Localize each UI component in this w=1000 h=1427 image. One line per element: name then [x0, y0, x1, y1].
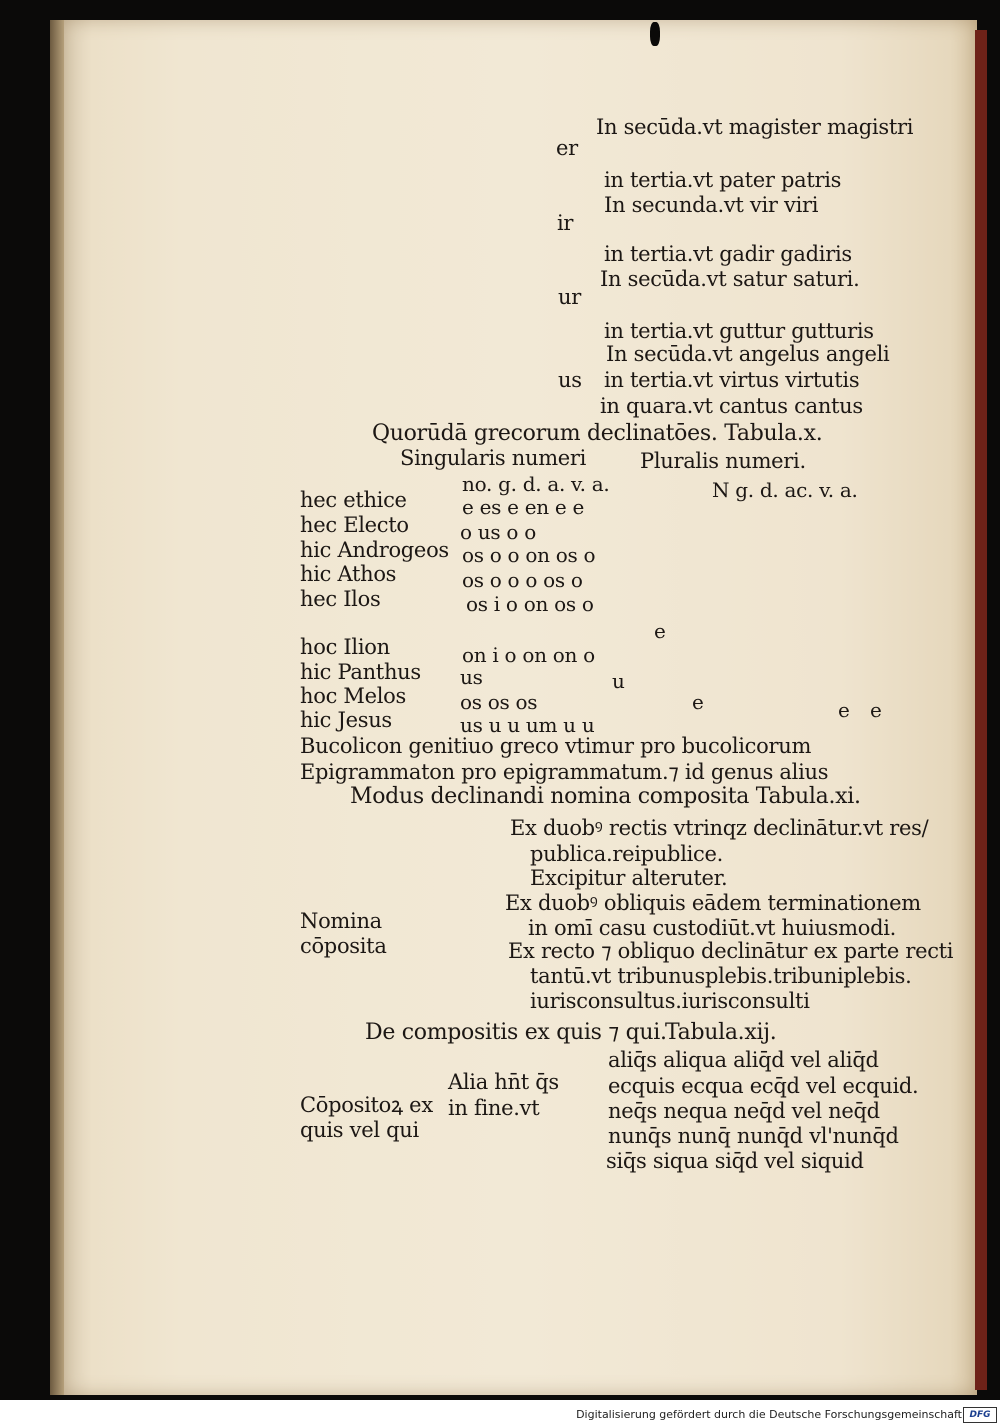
noun-label: hic Panthus	[300, 660, 421, 684]
text-line: siq̄s siqua siq̄d vel siquid	[606, 1149, 864, 1173]
text-line: Ex duobꝰ obliquis eādem terminationem	[505, 891, 921, 915]
noun-endings: e es e en e e	[462, 495, 585, 519]
text-line: tantū.vt tribunusplebis.tribuniplebis.	[530, 964, 912, 988]
suffix-label: ir	[557, 211, 574, 235]
noun-endings: os i o on os o	[466, 592, 594, 616]
table-title: Quorūdā grecorum declinatōes. Tabula.x.	[372, 421, 823, 446]
noun-endings: os o o o os o	[462, 568, 583, 592]
text-line: Ex recto ⁊ obliquo declinātur ex parte recti	[508, 939, 954, 963]
text-line: Bucolicon genitiuo greco vtimur pro bucolicorum	[300, 734, 812, 758]
side-label: Nomina	[300, 909, 382, 933]
noun-label: hic Androgeos	[300, 538, 449, 562]
text-line: In secūda.vt satur saturi.	[600, 267, 860, 291]
dfg-logo: DFG	[963, 1407, 997, 1423]
ending-variant: e	[838, 698, 850, 722]
noun-endings: os os os	[460, 690, 538, 714]
text-line: iurisconsultus.iurisconsulti	[530, 989, 810, 1013]
red-cover-edge	[975, 30, 987, 1390]
text-line: In secunda.vt vir viri	[604, 193, 819, 217]
ink-mark	[650, 22, 660, 46]
text-line: Epigrammaton pro epigrammatum.⁊ id genus alius	[300, 760, 829, 784]
noun-endings: os o o on os o	[462, 543, 596, 567]
noun-label: hec Ilos	[300, 587, 381, 611]
side-label: in fine.vt	[448, 1096, 540, 1120]
noun-label: hic Jesus	[300, 708, 392, 732]
suffix-label: us	[558, 368, 582, 392]
side-label: Alia hn̄t q̄s	[448, 1070, 559, 1094]
text-line: aliq̄s aliqua aliq̄d vel aliq̄d	[608, 1048, 879, 1072]
noun-endings: us u u um u u	[460, 713, 595, 737]
funding-credit: Digitalisierung gefördert durch die Deutsche Forschungsgemeinschaft	[576, 1408, 962, 1421]
text-line: in tertia.vt gadir gadiris	[604, 242, 852, 266]
ending-variant: u	[612, 669, 625, 693]
noun-endings: us	[460, 665, 483, 689]
noun-label: hoc Melos	[300, 684, 406, 708]
ending-variant: e	[692, 690, 704, 714]
text-line: ecquis ecqua ecq̄d vel ecquid.	[608, 1074, 919, 1098]
side-label: quis vel qui	[300, 1118, 419, 1142]
column-header-singular: Singularis numeri	[400, 446, 587, 470]
text-line: in omī casu custodiūt.vt huiusmodi.	[528, 916, 897, 940]
noun-label: hoc Ilion	[300, 635, 390, 659]
text-line: Ex duobꝰ rectis vtrinqz declinātur.vt res/	[510, 816, 929, 840]
text-line: in tertia.vt guttur gutturis	[604, 319, 874, 343]
case-labels-plural: N g. d. ac. v. a.	[712, 478, 858, 502]
suffix-label: er	[556, 136, 578, 160]
table-title: De compositis ex quis ⁊ qui.	[365, 1020, 667, 1045]
text-line: neq̄s nequa neq̄d vel neq̄d	[608, 1099, 880, 1123]
text-line: in quara.vt cantus cantus	[600, 394, 863, 418]
text-line: Excipitur alteruter.	[530, 866, 728, 890]
suffix-label: ur	[558, 285, 581, 309]
column-header-plural: Pluralis numeri.	[640, 449, 806, 473]
text-line: nunq̄s nunq̄ nunq̄d vl'nunq̄d	[608, 1124, 899, 1148]
noun-label: hec ethice	[300, 488, 407, 512]
ending-variant: e	[870, 698, 882, 722]
text-line: In secūda.vt angelus angeli	[606, 342, 890, 366]
side-label: Cōpositoꝝ ex	[300, 1093, 433, 1117]
case-labels-singular: no. g. d. a. v. a.	[462, 472, 610, 496]
table-number: Tabula.xij.	[665, 1020, 777, 1045]
side-label: cōposita	[300, 934, 387, 958]
text-line: in tertia.vt pater patris	[604, 168, 842, 192]
noun-label: hec Electo	[300, 513, 409, 537]
ending-variant: e	[654, 619, 666, 643]
noun-endings: o us o o	[460, 520, 536, 544]
text-line: In secūda.vt magister magistri	[596, 115, 914, 139]
text-line: in tertia.vt virtus virtutis	[604, 368, 860, 392]
text-line: publica.reipublice.	[530, 842, 723, 866]
noun-label: hic Athos	[300, 562, 397, 586]
table-title: Modus declinandi nomina composita Tabula.xi.	[350, 784, 861, 809]
noun-endings: on i o on on o	[462, 643, 595, 667]
page-binding-edge	[50, 20, 64, 1395]
footer-bar	[0, 1400, 1000, 1427]
